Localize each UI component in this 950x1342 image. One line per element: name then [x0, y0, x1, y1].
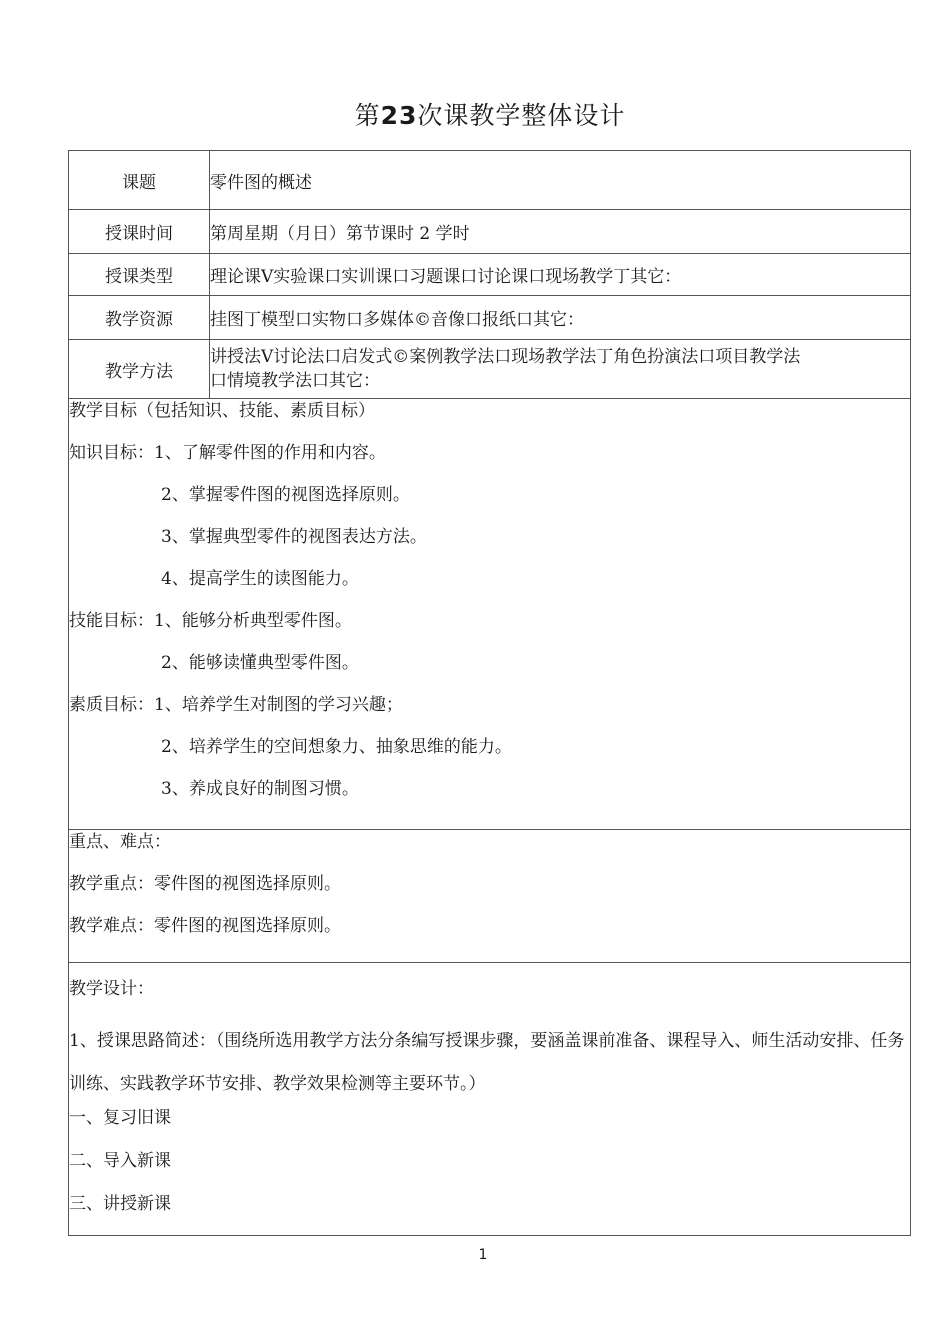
design-step-1: 一、复习旧课 [69, 1108, 171, 1128]
topic-value: 零件图的概述 [210, 151, 911, 210]
methods-value-line1: 讲授法Ⅴ讨论法口启发式©案例教学法口现场教学法丁角色扮演法口项目教学法 [210, 347, 801, 367]
type-label: 授课类型 [69, 254, 210, 296]
row-objectives [69, 399, 911, 830]
key-points-section [69, 830, 911, 963]
row-methods [69, 340, 911, 399]
objectives-heading: 教学目标（包括知识、技能、素质目标） [69, 401, 375, 421]
methods-label: 教学方法 [69, 340, 210, 399]
difficult-point: 教学难点：零件图的视图选择原则。 [69, 916, 341, 936]
methods-value [210, 340, 911, 399]
key-points-heading: 重点、难点： [69, 832, 171, 852]
design-step-2: 二、导入新课 [69, 1151, 171, 1171]
knowledge-objective-2: 2、掌握零件图的视图选择原则。 [161, 485, 410, 505]
methods-value-line2: 口情境教学法口其它： [210, 371, 380, 391]
quality-objective-2: 2、培养学生的空间想象力、抽象思维的能力。 [161, 737, 512, 757]
time-value: 第周星期（月日）第节课时 2 学时 [210, 210, 911, 254]
design-step-3: 三、讲授新课 [69, 1194, 171, 1214]
time-label: 授课时间 [69, 210, 210, 254]
quality-objective-1: 素质目标：1、培养学生对制图的学习兴趣； [69, 695, 403, 715]
resources-label: 教学资源 [69, 296, 210, 340]
key-point: 教学重点：零件图的视图选择原则。 [69, 874, 341, 894]
row-resources [69, 296, 911, 340]
type-value: 理论课Ⅴ实验课口实训课口习题课口讨论课口现场教学丁其它： [210, 254, 911, 296]
objectives-section [69, 399, 911, 830]
row-time [69, 210, 911, 254]
row-key-points [69, 830, 911, 963]
title-prefix: 第 [354, 101, 381, 130]
design-section [69, 963, 911, 1236]
row-topic [69, 151, 911, 210]
knowledge-objective-4: 4、提高学生的读图能力。 [161, 569, 359, 589]
topic-label: 课题 [69, 151, 210, 210]
lesson-plan-table [68, 150, 911, 1236]
resources-value: 挂图丁模型口实物口多媒体©音像口报纸口其它： [210, 296, 911, 340]
page-title [0, 98, 950, 134]
page-number: 1 [478, 1247, 488, 1263]
design-heading: 教学设计： [69, 979, 154, 999]
knowledge-objective-1: 知识目标：1、了解零件图的作用和内容。 [69, 443, 386, 463]
row-design [69, 963, 911, 1236]
lesson-number: 23 [380, 101, 418, 130]
knowledge-objective-3: 3、掌握典型零件的视图表达方法。 [161, 527, 427, 547]
quality-objective-3: 3、养成良好的制图习惯。 [161, 779, 359, 799]
title-suffix: 次课教学整体设计 [417, 101, 626, 130]
design-summary: 1、授课思路简述：（围绕所选用教学方法分条编写授课步骤，要涵盖课前准备、课程导入、师生活动安排、任务训练、实践教学环节安排、教学效果检测等主要环节。） [69, 1031, 905, 1094]
skill-objective-1: 技能目标：1、能够分析典型零件图。 [69, 611, 352, 631]
row-type [69, 254, 911, 296]
skill-objective-2: 2、能够读懂典型零件图。 [161, 653, 359, 673]
